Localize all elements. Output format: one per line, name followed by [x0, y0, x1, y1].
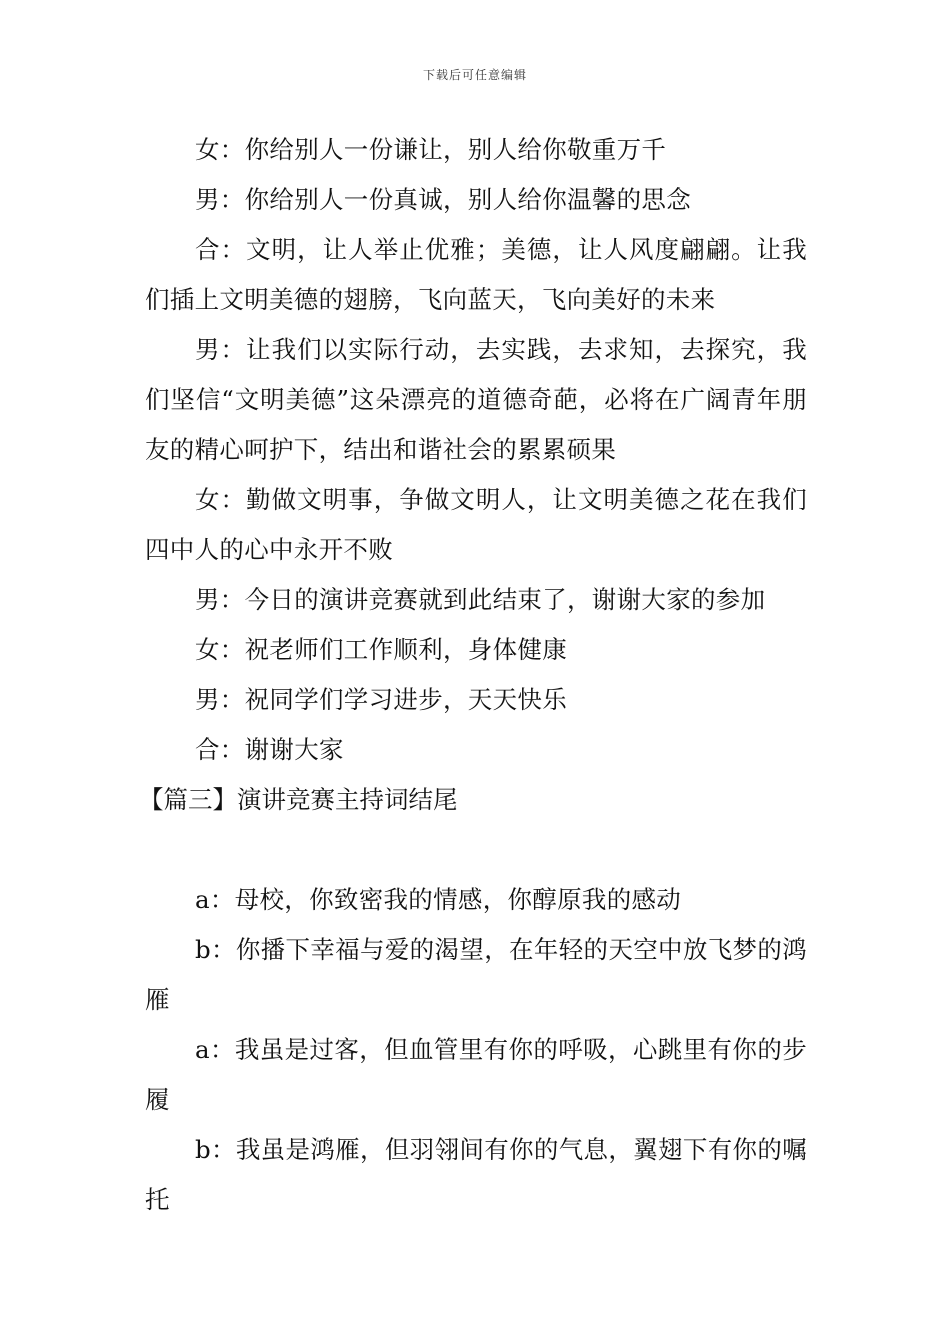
- section-heading: 【篇三】演讲竞赛主持词结尾: [139, 785, 458, 814]
- paragraph: 女：祝老师们工作顺利，身体健康: [195, 635, 567, 664]
- paragraph: 合：文明，让人举止优雅；美德，让人风度翩翩。让我们插上文明美德的翅膀，飞向蓝天，飞向美好的未来: [145, 235, 807, 314]
- paragraph: b：你播下幸福与爱的渴望，在年轻的天空中放飞梦的鸿雁: [145, 935, 807, 1014]
- paragraph: 男：让我们以实际行动，去实践，去求知，去探究，我们坚信“文明美德”这朵漂亮的道德奇葩，必将在广阔青年朋友的精心呵护下，结出和谐社会的累累硕果: [145, 335, 807, 464]
- paragraph: 女：你给别人一份谦让，别人给你敬重万千: [195, 135, 667, 164]
- paragraph: a：我虽是过客，但血管里有你的呼吸，心跳里有你的步履: [145, 1035, 807, 1114]
- page-header-note: 下载后可任意编辑: [422, 68, 527, 82]
- paragraph: a：母校，你致密我的情感，你醇原我的感动: [195, 885, 682, 914]
- paragraph: 合：谢谢大家: [195, 735, 344, 764]
- paragraph: 男：今日的演讲竞赛就到此结束了，谢谢大家的参加: [195, 585, 766, 614]
- paragraph: 女：勤做文明事，争做文明人，让文明美德之花在我们四中人的心中永开不败: [145, 485, 807, 564]
- paragraph: b：我虽是鸿雁，但羽翎间有你的气息，翼翅下有你的嘱托: [145, 1135, 807, 1214]
- paragraph: 男：你给别人一份真诚，别人给你温馨的思念: [195, 185, 691, 214]
- document-body: [139, 125, 807, 1225]
- blank-line: [145, 825, 807, 875]
- paragraph: 男：祝同学们学习进步，天天快乐: [195, 685, 567, 714]
